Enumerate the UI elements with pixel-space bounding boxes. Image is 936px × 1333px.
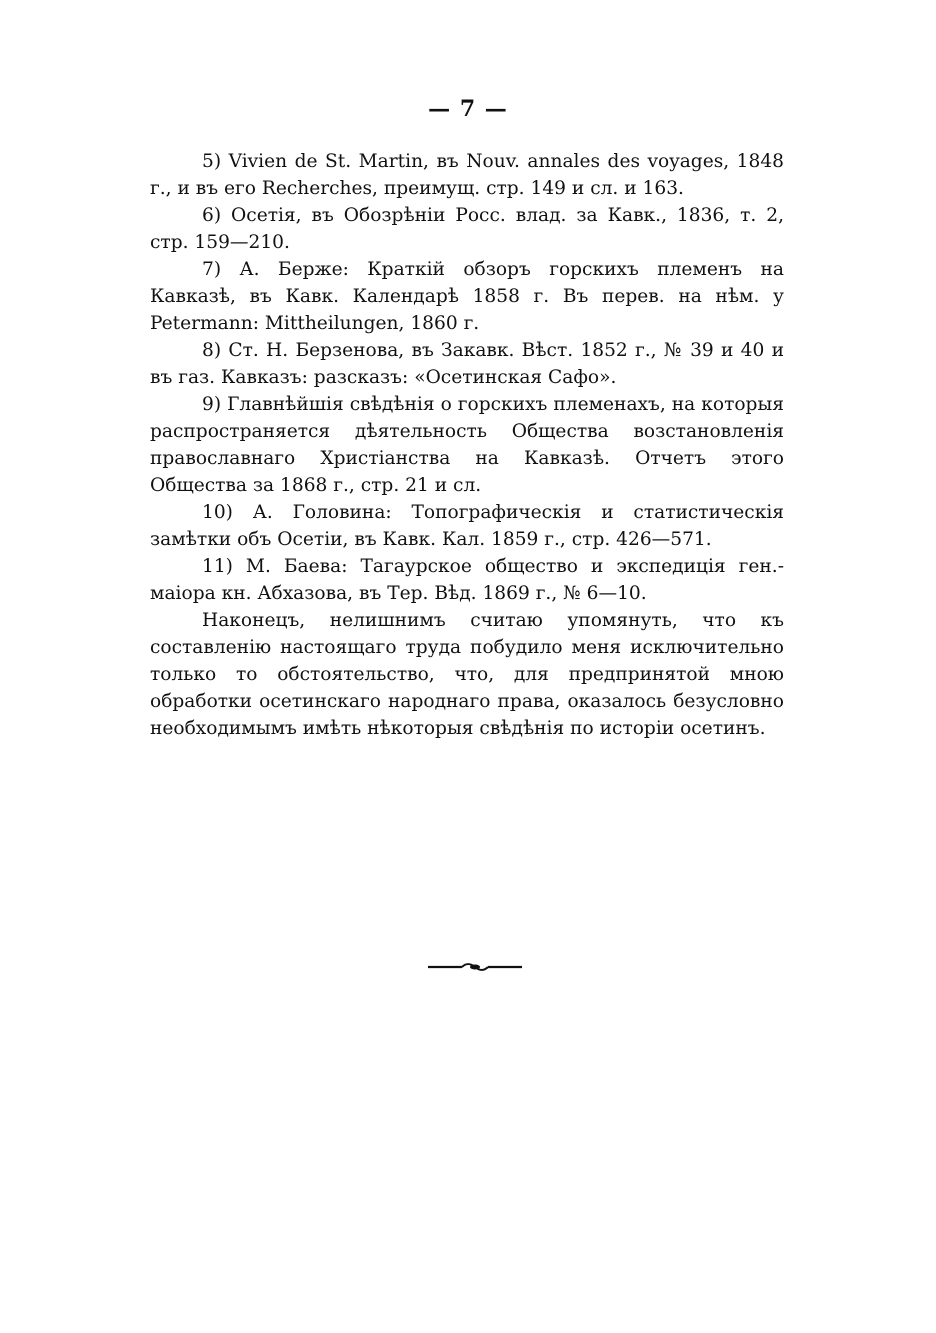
reference-10: 10) А. Головина: Топографическія и статистическія замѣтки объ Осетіи, въ Кавк. Кал. 1859 г., стр. 426—571. [150, 502, 784, 550]
reference-9: 9) Главнѣйшія свѣдѣнія о горскихъ племенахъ, на которыя распространяется дѣятельность Общества возстановленія православнаго Христіанства на Кавказѣ. Отчетъ этого Общества за 1868 г., стр. 21 и сл. [150, 394, 784, 496]
page-number: — 7 — [428, 96, 508, 122]
page-body [150, 148, 784, 742]
reference-8: 8) Ст. Н. Берзенова, въ Закавк. Вѣст. 1852 г., № 39 и 40 и въ газ. Кавказъ: разсказъ: «Осетинская Сафо». [150, 340, 784, 388]
end-ornament [428, 960, 522, 974]
reference-6: 6) Осетія, въ Обозрѣніи Росс. влад. за Кавк., 1836, т. 2, стр. 159—210. [150, 205, 784, 253]
reference-5: 5) Vivien de St. Martin, въ Nouv. annales des voyages, 1848 г., и въ его Recherches, преимущ. стр. 149 и сл. и 163. [150, 151, 784, 199]
reference-7: 7) А. Берже: Краткій обзоръ горскихъ племенъ на Кавказѣ, въ Кавк. Календарѣ 1858 г. Въ перев. на нѣм. у Petermann: Mittheilungen, 1860 г. [150, 259, 784, 334]
reference-11: 11) М. Баева: Тагаурское общество и экспедиція ген.-маіора кн. Абхазова, въ Тер. Вѣд. 1869 г., № 6—10. [150, 556, 784, 604]
closing-paragraph: Наконецъ, нелишнимъ считаю упомянуть, что къ составленію настоящаго труда побудило меня исключительно только то обстоятельство, что, для предпринятой мною обработки осетинскаго народнаго права, оказалось безусловно необходимымъ имѣть нѣкоторыя свѣдѣнія по исторіи осетинъ. [150, 610, 784, 739]
